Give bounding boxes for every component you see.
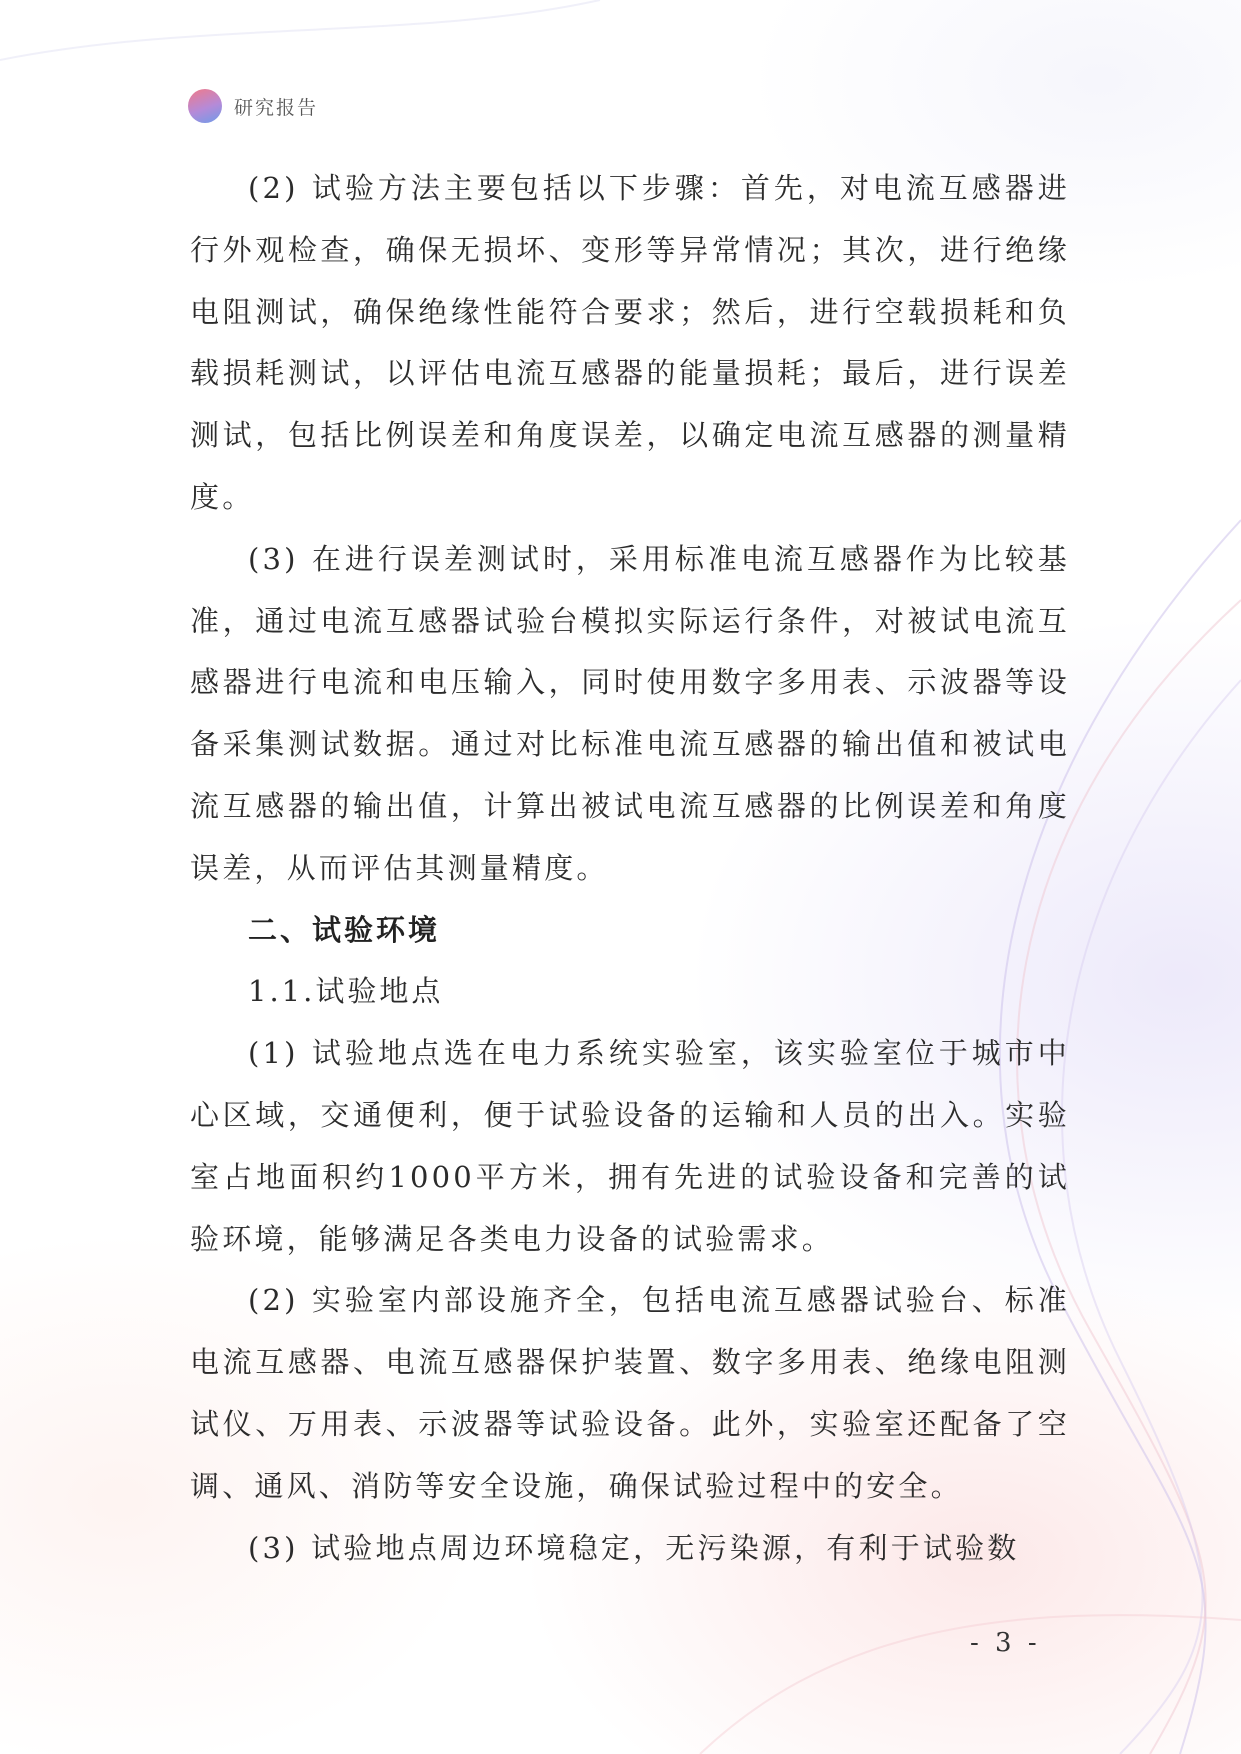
paragraph: (1) 试验地点选在电力系统实验室，该实验室位于城市中心区域，交通便利，便于试验设备的运输和人员的出入。实验室占地面积约1000平方米，拥有先进的试验设备和完善的试验环境，能够满足各类电力设备的试验需求。 bbox=[190, 1036, 1070, 1256]
paragraph: (2) 实验室内部设施齐全，包括电流互感器试验台、标准电流互感器、电流互感器保护装置、数字多用表、绝缘电阻测试仪、万用表、示波器等试验设备。此外，实验室还配备了空调、通风、消防等安全设施，确保试验过程中的安全。 bbox=[190, 1283, 1070, 1503]
header-title: 研究报告 bbox=[234, 96, 319, 119]
section-heading: 二、试验环境 bbox=[248, 912, 441, 947]
document-body bbox=[190, 158, 1070, 1579]
logo-icon bbox=[188, 89, 222, 123]
paragraph: (2) 试验方法主要包括以下步骤：首先，对电流互感器进行外观检查，确保无损坏、变形等异常情况；其次，进行绝缘电阻测试，确保绝缘性能符合要求；然后，进行空载损耗和负载损耗测试，以评估电流互感器的能量损耗；最后，进行误差测试，包括比例误差和角度误差，以确定电流互感器的测量精度。 bbox=[190, 171, 1070, 514]
subsection-heading: 1.1.试验地点 bbox=[248, 974, 444, 1009]
page-header bbox=[188, 88, 318, 124]
paragraph: (3) 试验地点周边环境稳定，无污染源，有利于试验数 bbox=[248, 1530, 1020, 1565]
paragraph: (3) 在进行误差测试时，采用标准电流互感器作为比较基准，通过电流互感器试验台模拟实际运行条件，对被试电流互感器进行电流和电压输入，同时使用数字多用表、示波器等设备采集测试数据。通过对比标准电流互感器的输出值和被试电流互感器的输出值，计算出被试电流互感器的比例误差和角度误差，从而评估其测量精度。 bbox=[190, 541, 1070, 885]
page-number: - 3 - bbox=[970, 1628, 1041, 1658]
